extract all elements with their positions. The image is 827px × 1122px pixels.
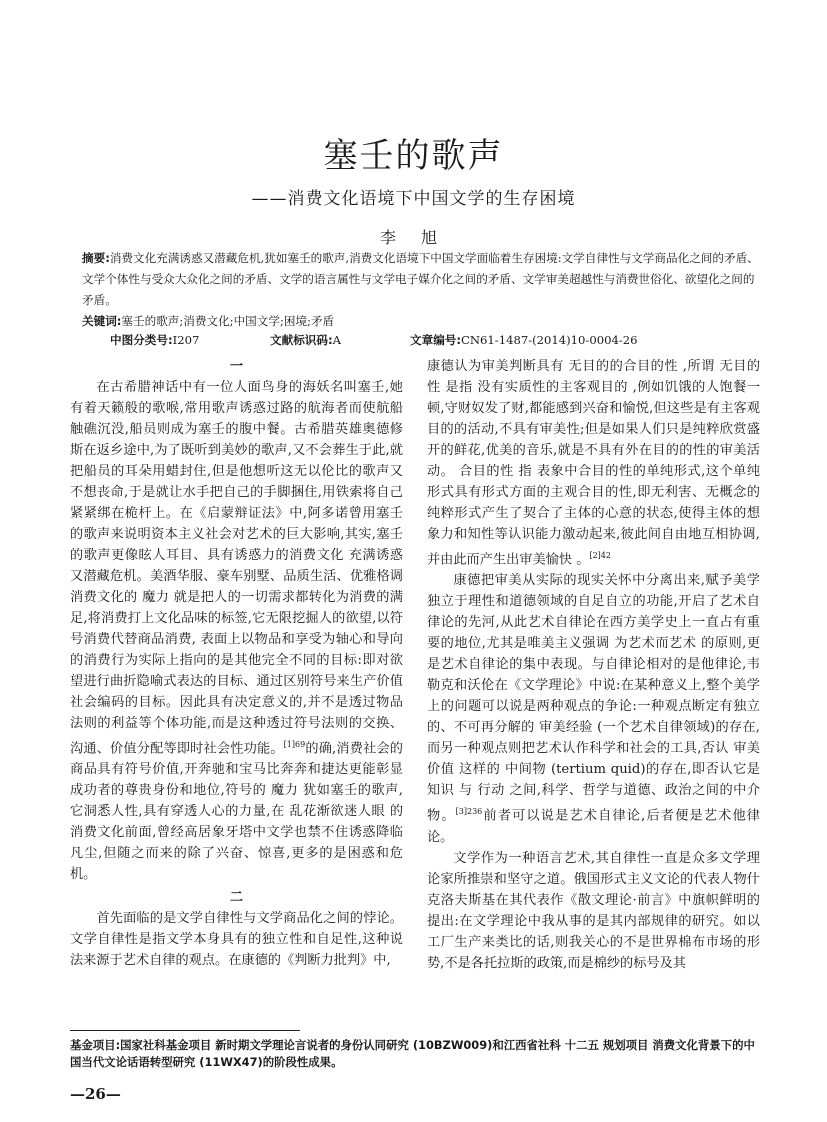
right-p2-tail: 前者可以说是艺术自律论,后者便是艺术他律论。: [427, 808, 760, 845]
keywords-label: 关键词:: [82, 314, 122, 328]
classification-value: I207: [172, 333, 200, 347]
abstract-text: 消费文化充满诱惑又潜藏危机,犹如塞壬的歌声,消费文化语境下中国文学面临着生存困境:文学自律性与文学商品化之间的矛盾、文学个体性与受众大众化之间的矛盾、文学的语言属性与文学电子媒介化之间的矛盾、文学审美超越性与消费世俗化、欲望化之间的矛盾。: [82, 251, 759, 307]
keywords-block: [82, 311, 760, 332]
abstract-block: [82, 248, 760, 311]
citation-ref: [1]69: [283, 740, 306, 749]
article-id-value: CN61-1487-(2014)10-0004-26: [461, 333, 638, 347]
funding-text: 国家社科基金项目 新时期文学理论言说者的身份认同研究 (10BZW009)和江西省社科 十二五 规划项目 消费文化背景下的中国当代文论话语转型研究 (11WX47)的阶段性成果。: [70, 1038, 755, 1069]
right-p1-text: 康德认为审美判断具有 无目的的合目的性 ,所谓 无目的性 是指 没有实质性的主客观目的 ,例如饥饿的人饱餐一顿,守财奴发了财,都能感到兴奋和愉悦,但这些是有主客观目的的活动,不具有审美性;但是如果人们只是纯粹欣赏盛开的鲜花,优美的音乐,就是不具有外在目的的性的审美活动。 合目的性 指 表象中合目的性的单纯形式,这个单纯形式具有形式方面的主观合目的性,即无利害、无概念的纯粹形式产生了契合了主体的心意的状态,使得主体的想象力和知性等认识能力激动起来,彼此间自由地互相协调,并由此而产生出审美愉快 。: [427, 359, 760, 568]
funding-label: 基金项目:: [70, 1038, 121, 1052]
abstract-label: 摘要:: [82, 251, 110, 265]
article-subtitle: ——消费文化语境下中国文学的生存困境: [251, 189, 576, 209]
citation-ref: [3]236: [455, 807, 483, 817]
left-column: [70, 356, 403, 971]
section-heading-2: 二: [229, 890, 244, 906]
right-paragraph-2: [427, 570, 760, 847]
left-p1-text: 在古希腊神话中有一位人面鸟身的海妖名叫塞壬,她有着天籁般的歌喉,常用歌声诱惑过路的航海者而使航船触礁沉没,船员则成为塞壬的腹中餐。古希腊英雄奥德修斯在返乡途中,为了既听到美妙的歌声,又不会葬生于此,就把船员的耳朵用蜡封住,但是他想听这无以伦比的歌声又不想丧命,于是就让水手把自己的手脚捆住,用铁索将自己紧紧绑在桅杆上。在《启蒙辩证法》中,阿多诺曾用塞壬的歌声来说明资本主义社会对艺术的巨大影响,其实,塞壬的歌声更像眩人耳目、具有诱惑力的消费文化 充满诱惑又潜藏危机。美酒华服、豪车别墅、品质生活、优雅格调 消费文化的 魔力 就是把人的一切需求都转化为消费的满足,将消费打上文化品味的标签,它无限挖掘人的欲望,以符号消费代替商品消费, 表面上以物品和享受为轴心和导向的消费行为实际上指向的是其他完全不同的目标:即对欲望进行曲折隐喻式表达的目标、通过区别符号来生产价值社会编码的目标。因此具有决定意义的,并不是透过物品法则的利益等个体功能,而是这种透过符号法则的交换、沟通、价值分配等即时社会性功能。: [70, 380, 403, 757]
right-paragraph-3: 文学作为一种语言艺术,其自律性一直是众多文学理论家所推崇和坚守之道。俄国形式主义文论的代表人物什克洛夫斯基在其代表作《散文理论·前言》中旗帜鲜明的提出:在文学理论中我从事的是其内部规律的研究。如以工厂生产来类比的话,则我关心的不是世界棉布市场的形势,不是各托拉斯的政策,而是棉纱的标号及其: [427, 850, 760, 971]
keywords-text: 塞壬的歌声;消费文化;中国文学;困境;矛盾: [121, 314, 335, 328]
footnote-divider: [70, 1030, 300, 1031]
right-paragraph-1: [427, 356, 760, 570]
left-paragraph-1: [70, 377, 403, 885]
classification-number: [110, 332, 199, 348]
author-name: 李 旭: [379, 228, 448, 247]
document-code: [270, 332, 341, 348]
article-number: [410, 332, 638, 348]
article-title: 塞壬的歌声: [323, 136, 504, 176]
citation-ref: [2]42: [589, 551, 611, 560]
page-number: —26—: [70, 1085, 121, 1103]
funding-footnote: [70, 1037, 760, 1071]
doc-code-label: 文献标识码:: [270, 333, 333, 347]
section-heading-1: 一: [229, 359, 244, 374]
article-id-label: 文章编号:: [410, 333, 462, 347]
right-p2-text: 康德把审美从实际的现实关怀中分离出来,赋予美学独立于理性和道德领域的自足自立的功能,开启了艺术自律论的先河,从此艺术自律论在西方美学史上一直占有重要的地位,尤其是唯美主义强调 为艺术而艺术 的原则,更是艺术自律论的集中表现。与自律论相对的是他律论,韦勒克和沃伦在《文学理论》中说:在某种意义上,整个美学上的问题可以说是两种观点的争论:一种观点断定有独立的、不可再分解的 审美经验 (一个艺术自律领域)的存在,而另一种观点则把艺术认作科学和社会的工具,否认 审美价值 这样的 中间物 (tertium quid)的存在,即否认它是 知识 与 行动 之间,科学、哲学与道德、政治之间的中介物。: [427, 573, 760, 824]
classification-label: 中图分类号:: [110, 333, 173, 347]
right-column: [427, 356, 760, 974]
left-p1-tail: 的确,消费社会的商品具有符号价值,开奔驰和宝马比奔奔和捷达更能彰显成功者的尊贵身份和地位,符号的 魔力 犹如塞壬的歌声,它洞悉人性,具有穿透人心的力量,在 乱花渐欲迷人眼 的消费文化前面,曾经高居象牙塔中文学也禁不住诱惑降临凡尘,但随之而来的除了兴奋、惊喜,更多的是困惑和危机。: [70, 741, 403, 883]
abstract: [82, 248, 760, 332]
left-paragraph-2: 首先面临的是文学自律性与文学商品化之间的悖论。文学自律性是指文学本身具有的独立性和自足性,这种说法来源于艺术自律的观点。在康德的《判断力批判》中,: [70, 911, 403, 969]
doc-code-value: A: [332, 333, 341, 347]
